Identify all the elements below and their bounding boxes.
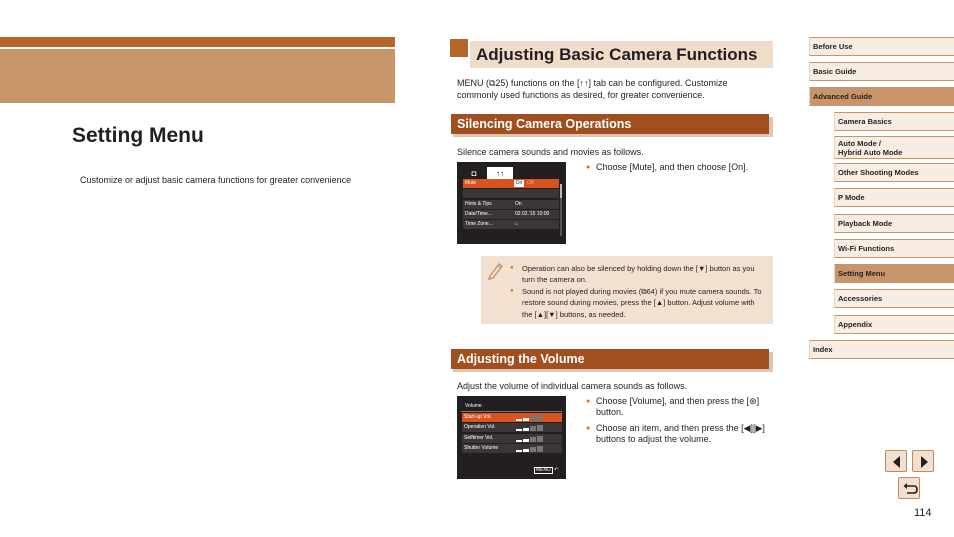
note-item: ● Operation can also be silenced by holding down the [▼] button as you turn the camera on.: [510, 263, 765, 286]
menu-row-timezone: Time Zone... ⌂: [463, 220, 559, 229]
menu-label: MENU: [536, 467, 551, 473]
setup-tab-icon: ↑↑: [487, 167, 513, 180]
volume-level-bar: [516, 450, 522, 452]
volume-level-bar: [537, 446, 543, 452]
note-box: [481, 256, 773, 324]
page-number: 114: [914, 507, 932, 519]
note-item: ● Sound is not played during movies (⧉64) if you mute camera sounds. To restore sound during movies, press the [▲] button. Adjust volume with the [▲][▼] buttons, as needed.: [510, 286, 765, 320]
volume-screen-title: Volume: [465, 403, 482, 409]
camera-tab-icon: ◘: [471, 169, 477, 178]
return-button[interactable]: [898, 477, 920, 499]
volume-level-bar: [530, 426, 536, 431]
previous-page-button[interactable]: [885, 450, 907, 472]
menu-row-mute: Mute On Off: [463, 179, 559, 188]
volume-row: Shutter Volume: [462, 444, 562, 453]
title-accent-square: [450, 39, 468, 57]
nav-before-use[interactable]: Before Use: [809, 37, 954, 56]
chapter-band: [0, 49, 395, 103]
volume-level-bar: [537, 415, 543, 421]
chapter-title: Setting Menu: [72, 124, 204, 147]
chapter-description: Customize or adjust basic camera functions for greater convenience: [80, 175, 352, 185]
section-heading-volume: [451, 349, 773, 372]
nav-other-shooting-modes[interactable]: Other Shooting Modes: [834, 163, 954, 182]
step-item: ● Choose [Mute], and then choose [On].: [586, 162, 774, 173]
nav-advanced-guide[interactable]: Advanced Guide: [809, 87, 954, 106]
nav-index[interactable]: Index: [809, 340, 954, 359]
nav-p-mode[interactable]: P Mode: [834, 188, 954, 207]
pencil-icon: [487, 260, 505, 280]
volume-level-bar: [516, 440, 522, 442]
menu-row-datetime: Date/Time... 02.02.'15 10:00: [463, 210, 559, 219]
nav-auto-mode[interactable]: [834, 136, 954, 159]
volume-level-bar: [537, 436, 543, 442]
section-heading-silencing: [451, 114, 773, 137]
nav-auto-mode-line-2: Hybrid Auto Mode: [838, 148, 903, 157]
nav-basic-guide[interactable]: Basic Guide: [809, 62, 954, 81]
volume-row: Start-up Vol.: [462, 413, 562, 422]
menu-back-hint: [534, 467, 558, 474]
steps-volume: [586, 396, 774, 450]
volume-row: Operation Vol.: [462, 423, 562, 432]
volume-level-bar: [530, 447, 536, 452]
nav-playback-mode[interactable]: Playback Mode: [834, 214, 954, 233]
next-page-button[interactable]: [912, 450, 934, 472]
nav-wifi-functions[interactable]: Wi-Fi Functions: [834, 239, 954, 258]
volume-level-bar: [523, 418, 529, 421]
volume-level-bar: [530, 437, 536, 442]
steps-silencing: [586, 162, 774, 178]
menu-row-blank: [463, 189, 559, 198]
volume-level-bar: [516, 429, 522, 431]
volume-level-bar: [516, 419, 522, 421]
volume-level-bar: [523, 428, 529, 431]
section-text: Silence camera sounds and movies as follows.: [457, 147, 644, 157]
section-heading-label: Adjusting the Volume: [457, 352, 585, 366]
nav-auto-mode-line-1: Auto Mode /: [838, 139, 881, 148]
intro-line-2: commonly used functions as desired, for greater convenience.: [457, 89, 705, 100]
chapter-accent-bar: [0, 37, 395, 47]
return-icon: [899, 478, 921, 500]
nav-setting-menu[interactable]: Setting Menu: [834, 264, 954, 283]
camera-screen-mute: [457, 162, 566, 244]
nav-accessories[interactable]: Accessories: [834, 289, 954, 308]
volume-level-bar: [523, 449, 529, 452]
section-text: Adjust the volume of individual camera sounds as follows.: [457, 381, 688, 391]
intro-line-1: MENU (⧉25) functions on the [↑↑] tab can be configured. Customize: [457, 78, 728, 88]
nav-appendix[interactable]: Appendix: [834, 315, 954, 334]
volume-level-bar: [523, 439, 529, 442]
camera-screen-volume: [457, 396, 566, 479]
page-title: Adjusting Basic Camera Functions: [476, 45, 758, 64]
step-item: ● Choose [Volume], and then press the [⊛] button.: [586, 396, 774, 418]
step-item: ● Choose an item, and then press the [◀][▶] buttons to adjust the volume.: [586, 423, 774, 445]
section-heading-label: Silencing Camera Operations: [457, 117, 632, 131]
volume-row: Selftimer Vol.: [462, 434, 562, 443]
intro-text: [457, 78, 772, 101]
menu-scrollbar: [560, 184, 562, 236]
menu-row-hints: Hints & Tips On: [463, 200, 559, 209]
volume-level-bar: [537, 425, 543, 431]
back-arrow-icon: ↶: [554, 467, 559, 473]
volume-level-bar: [530, 416, 536, 421]
nav-camera-basics[interactable]: Camera Basics: [834, 112, 954, 131]
arrow-left-icon: [886, 451, 908, 473]
arrow-right-icon: [913, 451, 935, 473]
